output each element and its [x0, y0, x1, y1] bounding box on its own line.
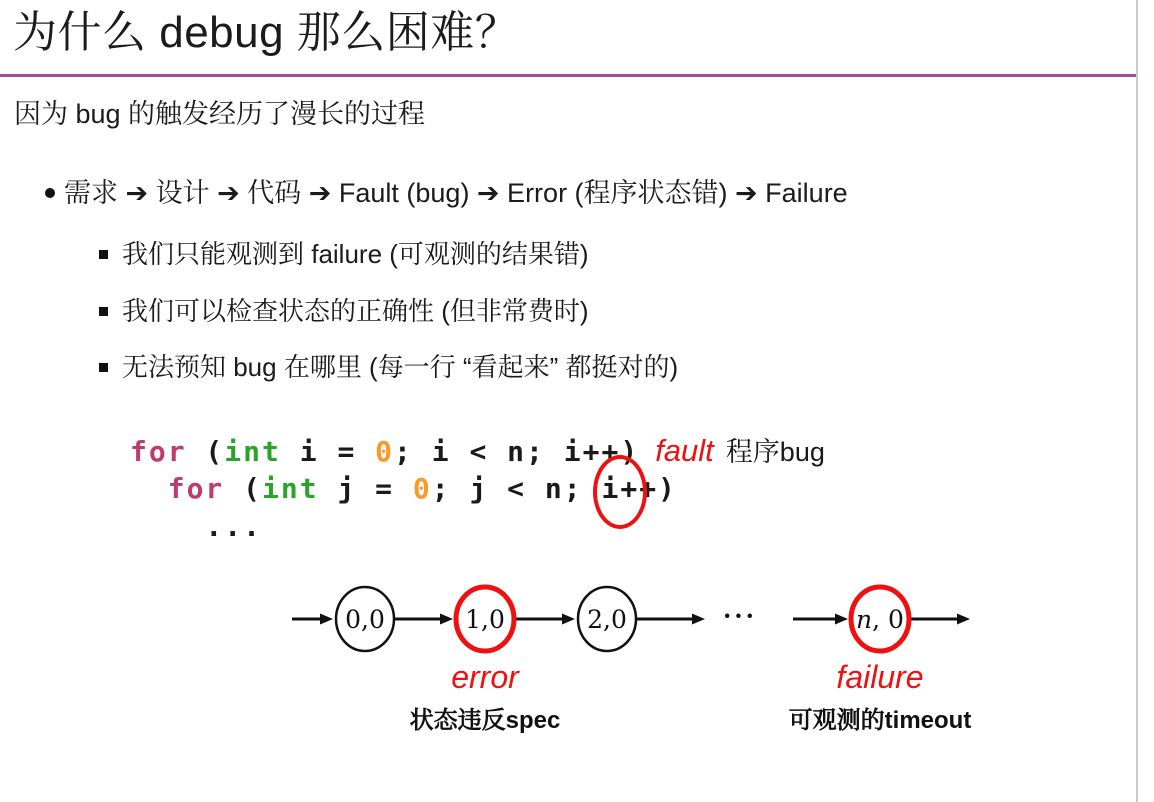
failure-label: failure: [836, 659, 924, 695]
square-bullet-icon: [99, 363, 108, 372]
code-token: (: [224, 472, 263, 505]
code-type: int: [224, 435, 281, 468]
slide-title: 为什么 debug 那么困难？: [13, 8, 520, 57]
sub-bullet-text-3: 无法预知 bug 在哪里 (每一行 “看起来” 都挺对的): [122, 352, 679, 382]
fault-cn-label: 程序bug: [725, 437, 825, 467]
fault-label: fault: [655, 433, 714, 468]
square-bullet-icon: [99, 307, 108, 316]
state-label: 0,0: [345, 605, 385, 634]
code-line-1: [130, 432, 825, 470]
code-block: [130, 432, 825, 546]
right-border-line: [1136, 0, 1138, 802]
code-line-3: [130, 508, 825, 546]
code-keyword: for: [130, 435, 187, 468]
error-caption: 状态违反spec: [409, 707, 561, 734]
code-keyword: for: [167, 472, 225, 505]
state-label-n: [856, 605, 904, 634]
state-label: 1,0: [465, 605, 505, 634]
state-var-n: n: [856, 605, 873, 634]
code-type: int: [262, 472, 319, 505]
code-token: i =: [280, 435, 376, 468]
code-token: (: [186, 435, 225, 468]
code-token: ; j < n;: [431, 472, 602, 505]
code-token: ; i < n; i++): [394, 435, 640, 468]
title-underline: [0, 74, 1137, 77]
bug-token-red-circle: i+: [601, 470, 639, 508]
main-bullet-text: 需求 ➔ 设计 ➔ 代码 ➔ Fault (bug) ➔ Error (程序状态错) ➔ Failure: [64, 178, 848, 208]
code-token: [130, 472, 168, 505]
code-line-2: [130, 470, 825, 508]
intro-text: 因为 bug 的触发经历了漫长的过程: [14, 99, 426, 129]
state-label: 2,0: [587, 605, 627, 634]
error-label: error: [451, 659, 519, 695]
ellipsis-dots: ···: [722, 601, 758, 630]
bullet-dot-icon: [45, 188, 55, 198]
code-number: 0: [412, 472, 432, 505]
code-token: ...: [130, 510, 263, 543]
state-var-rest: , 0: [872, 605, 904, 634]
code-token: j =: [318, 472, 413, 505]
failure-caption: 可观测的timeout: [788, 707, 972, 734]
state-diagram: [278, 572, 990, 742]
code-token: +): [639, 472, 677, 505]
sub-bullet-text-1: 我们只能观测到 failure (可观测的结果错): [122, 239, 589, 269]
sub-bullet-text-2: 我们可以检查状态的正确性 (但非常费时): [122, 296, 589, 326]
code-number: 0: [375, 435, 395, 468]
square-bullet-icon: [99, 250, 108, 259]
